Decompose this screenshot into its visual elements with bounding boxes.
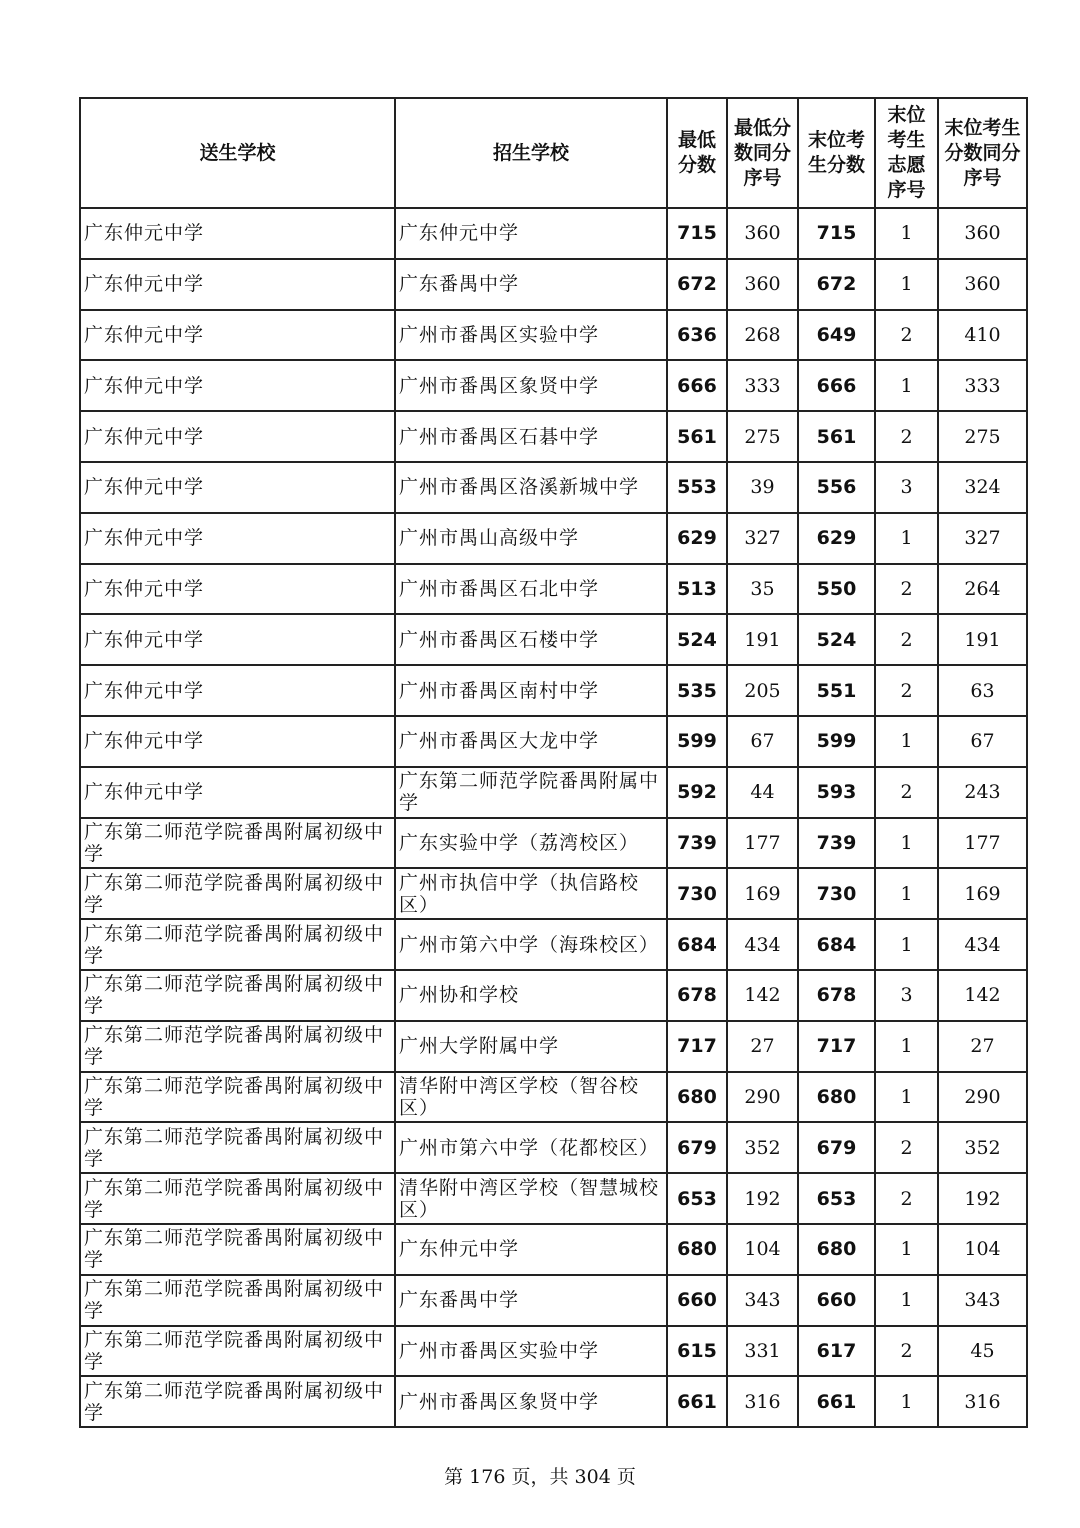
recv-school-cell: 广州市执信中学（执信路校区） (395, 868, 667, 919)
table-row (80, 818, 1027, 869)
last-wish-cell: 2 (875, 614, 938, 665)
last-rank-cell: 169 (938, 868, 1027, 919)
min-score-rank-cell: 275 (727, 411, 798, 462)
min-score-rank-cell: 352 (727, 1122, 798, 1173)
last-wish-cell: 1 (875, 818, 938, 869)
last-rank-cell: 434 (938, 919, 1027, 970)
table-header-row (80, 98, 1027, 208)
last-wish-cell: 1 (875, 259, 938, 310)
last-wish-cell: 1 (875, 208, 938, 259)
min-score-cell: 666 (667, 360, 727, 411)
recv-school-cell: 广东第二师范学院番禺附属中学 (395, 767, 667, 818)
min-score-cell: 717 (667, 1021, 727, 1072)
min-score-rank-cell: 268 (727, 310, 798, 361)
min-score-rank-cell: 316 (727, 1376, 798, 1427)
min-score-cell: 553 (667, 462, 727, 513)
recv-school-cell: 广州市番禺区石楼中学 (395, 614, 667, 665)
last-wish-cell: 1 (875, 360, 938, 411)
min-score-rank-cell: 169 (727, 868, 798, 919)
last-score-cell: 617 (798, 1326, 875, 1377)
table-row (80, 767, 1027, 818)
last-score-cell: 551 (798, 665, 875, 716)
table-row (80, 614, 1027, 665)
last-wish-cell: 1 (875, 1224, 938, 1275)
min-score-rank-cell: 333 (727, 360, 798, 411)
min-score-cell: 561 (667, 411, 727, 462)
last-rank-cell: 243 (938, 767, 1027, 818)
recv-school-cell: 广州市番禺区大龙中学 (395, 716, 667, 767)
last-wish-cell: 1 (875, 1275, 938, 1326)
table-row (80, 462, 1027, 513)
min-score-rank-cell: 331 (727, 1326, 798, 1377)
table-row (80, 665, 1027, 716)
last-rank-cell: 352 (938, 1122, 1027, 1173)
table-row (80, 1275, 1027, 1326)
min-score-rank-cell: 44 (727, 767, 798, 818)
min-score-rank-cell: 191 (727, 614, 798, 665)
last-rank-cell: 177 (938, 818, 1027, 869)
send-school-cell: 广东仲元中学 (80, 462, 395, 513)
recv-school-cell: 广东番禺中学 (395, 259, 667, 310)
last-rank-cell: 316 (938, 1376, 1027, 1427)
last-wish-cell: 3 (875, 462, 938, 513)
last-wish-cell: 1 (875, 1072, 938, 1123)
send-school-cell: 广东仲元中学 (80, 310, 395, 361)
last-rank-cell: 45 (938, 1326, 1027, 1377)
min-score-cell: 660 (667, 1275, 727, 1326)
table-row (80, 360, 1027, 411)
recv-school-cell: 广州市第六中学（花都校区） (395, 1122, 667, 1173)
page-number: 第 176 页，共 304 页 (444, 1466, 636, 1488)
min-score-cell: 615 (667, 1326, 727, 1377)
last-rank-cell: 142 (938, 970, 1027, 1021)
min-score-rank-cell: 142 (727, 970, 798, 1021)
send-school-cell: 广东仲元中学 (80, 513, 395, 564)
min-score-cell: 599 (667, 716, 727, 767)
table-row (80, 1122, 1027, 1173)
min-score-rank-cell: 434 (727, 919, 798, 970)
last-rank-cell: 360 (938, 259, 1027, 310)
send-school-cell: 广东第二师范学院番禺附属初级中学 (80, 1072, 395, 1123)
last-score-cell: 678 (798, 970, 875, 1021)
last-score-cell: 593 (798, 767, 875, 818)
send-school-cell: 广东仲元中学 (80, 665, 395, 716)
send-school-cell: 广东仲元中学 (80, 360, 395, 411)
send-school-cell: 广东第二师范学院番禺附属初级中学 (80, 919, 395, 970)
last-wish-cell: 2 (875, 665, 938, 716)
table-row (80, 564, 1027, 615)
min-score-rank-cell: 192 (727, 1173, 798, 1224)
send-school-cell: 广东第二师范学院番禺附属初级中学 (80, 1224, 395, 1275)
table-row (80, 411, 1027, 462)
last-rank-cell: 333 (938, 360, 1027, 411)
recv-school-cell: 广州市禺山高级中学 (395, 513, 667, 564)
table-row (80, 716, 1027, 767)
send-school-cell: 广东第二师范学院番禺附属初级中学 (80, 1376, 395, 1427)
last-rank-cell: 324 (938, 462, 1027, 513)
table-row (80, 1224, 1027, 1275)
table-row (80, 1072, 1027, 1123)
last-score-cell: 599 (798, 716, 875, 767)
table-row (80, 208, 1027, 259)
table-row (80, 513, 1027, 564)
recv-school-cell: 广东仲元中学 (395, 1224, 667, 1275)
last-score-cell: 629 (798, 513, 875, 564)
last-score-cell: 550 (798, 564, 875, 615)
header-last-score: 末位考 生分数 (798, 98, 875, 208)
last-score-cell: 717 (798, 1021, 875, 1072)
last-score-cell: 660 (798, 1275, 875, 1326)
send-school-cell: 广东第二师范学院番禺附属初级中学 (80, 1275, 395, 1326)
min-score-cell: 679 (667, 1122, 727, 1173)
recv-school-cell: 广州市第六中学（海珠校区） (395, 919, 667, 970)
header-send-school: 送生学校 (80, 98, 395, 208)
min-score-cell: 730 (667, 868, 727, 919)
recv-school-cell: 广州市番禺区实验中学 (395, 1326, 667, 1377)
header-last-rank: 末位考生 分数同分 序号 (938, 98, 1027, 208)
last-rank-cell: 290 (938, 1072, 1027, 1123)
recv-school-cell: 广州市番禺区石碁中学 (395, 411, 667, 462)
table-row (80, 310, 1027, 361)
recv-school-cell: 广州市番禺区石北中学 (395, 564, 667, 615)
header-min-score: 最低 分数 (667, 98, 727, 208)
recv-school-cell: 广东实验中学（荔湾校区） (395, 818, 667, 869)
last-rank-cell: 104 (938, 1224, 1027, 1275)
min-score-cell: 678 (667, 970, 727, 1021)
min-score-cell: 680 (667, 1224, 727, 1275)
min-score-cell: 680 (667, 1072, 727, 1123)
recv-school-cell: 清华附中湾区学校（智慧城校区） (395, 1173, 667, 1224)
last-wish-cell: 2 (875, 564, 938, 615)
min-score-rank-cell: 177 (727, 818, 798, 869)
table-row (80, 1376, 1027, 1427)
table-row (80, 1173, 1027, 1224)
last-score-cell: 556 (798, 462, 875, 513)
last-wish-cell: 1 (875, 919, 938, 970)
min-score-cell: 629 (667, 513, 727, 564)
last-rank-cell: 327 (938, 513, 1027, 564)
send-school-cell: 广东第二师范学院番禺附属初级中学 (80, 868, 395, 919)
last-rank-cell: 275 (938, 411, 1027, 462)
last-wish-cell: 2 (875, 1326, 938, 1377)
table-row (80, 259, 1027, 310)
min-score-rank-cell: 67 (727, 716, 798, 767)
send-school-cell: 广东第二师范学院番禺附属初级中学 (80, 970, 395, 1021)
last-score-cell: 684 (798, 919, 875, 970)
header-min-score-rank: 最低分 数同分 序号 (727, 98, 798, 208)
last-wish-cell: 1 (875, 868, 938, 919)
min-score-rank-cell: 39 (727, 462, 798, 513)
recv-school-cell: 广东番禺中学 (395, 1275, 667, 1326)
last-wish-cell: 1 (875, 513, 938, 564)
recv-school-cell: 广州大学附属中学 (395, 1021, 667, 1072)
last-score-cell: 739 (798, 818, 875, 869)
last-wish-cell: 2 (875, 1122, 938, 1173)
recv-school-cell: 广州协和学校 (395, 970, 667, 1021)
last-wish-cell: 1 (875, 1021, 938, 1072)
last-score-cell: 653 (798, 1173, 875, 1224)
header-last-wish: 末位 考生 志愿 序号 (875, 98, 938, 208)
send-school-cell: 广东第二师范学院番禺附属初级中学 (80, 1021, 395, 1072)
last-rank-cell: 360 (938, 208, 1027, 259)
admission-score-table (79, 97, 1028, 1428)
min-score-rank-cell: 205 (727, 665, 798, 716)
last-rank-cell: 67 (938, 716, 1027, 767)
send-school-cell: 广东第二师范学院番禺附属初级中学 (80, 818, 395, 869)
table-row (80, 970, 1027, 1021)
table-row (80, 919, 1027, 970)
last-wish-cell: 2 (875, 310, 938, 361)
last-score-cell: 730 (798, 868, 875, 919)
last-wish-cell: 1 (875, 716, 938, 767)
send-school-cell: 广东仲元中学 (80, 614, 395, 665)
last-wish-cell: 2 (875, 411, 938, 462)
send-school-cell: 广东仲元中学 (80, 411, 395, 462)
min-score-cell: 661 (667, 1376, 727, 1427)
last-rank-cell: 343 (938, 1275, 1027, 1326)
min-score-rank-cell: 360 (727, 259, 798, 310)
recv-school-cell: 清华附中湾区学校（智谷校区） (395, 1072, 667, 1123)
send-school-cell: 广东仲元中学 (80, 564, 395, 615)
send-school-cell: 广东仲元中学 (80, 259, 395, 310)
header-recv-school: 招生学校 (395, 98, 667, 208)
min-score-rank-cell: 343 (727, 1275, 798, 1326)
last-score-cell: 666 (798, 360, 875, 411)
recv-school-cell: 广州市番禺区实验中学 (395, 310, 667, 361)
min-score-rank-cell: 327 (727, 513, 798, 564)
send-school-cell: 广东仲元中学 (80, 767, 395, 818)
table-body (80, 208, 1027, 1427)
min-score-cell: 672 (667, 259, 727, 310)
last-score-cell: 679 (798, 1122, 875, 1173)
last-wish-cell: 2 (875, 1173, 938, 1224)
send-school-cell: 广东第二师范学院番禺附属初级中学 (80, 1122, 395, 1173)
last-rank-cell: 63 (938, 665, 1027, 716)
last-wish-cell: 2 (875, 767, 938, 818)
last-wish-cell: 3 (875, 970, 938, 1021)
last-rank-cell: 191 (938, 614, 1027, 665)
last-score-cell: 561 (798, 411, 875, 462)
last-rank-cell: 27 (938, 1021, 1027, 1072)
min-score-cell: 524 (667, 614, 727, 665)
min-score-rank-cell: 27 (727, 1021, 798, 1072)
last-score-cell: 680 (798, 1224, 875, 1275)
last-score-cell: 649 (798, 310, 875, 361)
min-score-cell: 592 (667, 767, 727, 818)
last-rank-cell: 410 (938, 310, 1027, 361)
table-row (80, 1326, 1027, 1377)
min-score-cell: 653 (667, 1173, 727, 1224)
last-score-cell: 715 (798, 208, 875, 259)
min-score-rank-cell: 104 (727, 1224, 798, 1275)
last-rank-cell: 264 (938, 564, 1027, 615)
recv-school-cell: 广州市番禺区象贤中学 (395, 360, 667, 411)
last-score-cell: 661 (798, 1376, 875, 1427)
min-score-rank-cell: 35 (727, 564, 798, 615)
min-score-rank-cell: 290 (727, 1072, 798, 1123)
send-school-cell: 广东仲元中学 (80, 716, 395, 767)
min-score-rank-cell: 360 (727, 208, 798, 259)
recv-school-cell: 广州市番禺区南村中学 (395, 665, 667, 716)
send-school-cell: 广东第二师范学院番禺附属初级中学 (80, 1326, 395, 1377)
min-score-cell: 636 (667, 310, 727, 361)
table-row (80, 868, 1027, 919)
last-score-cell: 672 (798, 259, 875, 310)
send-school-cell: 广东仲元中学 (80, 208, 395, 259)
last-score-cell: 680 (798, 1072, 875, 1123)
min-score-cell: 684 (667, 919, 727, 970)
min-score-cell: 535 (667, 665, 727, 716)
recv-school-cell: 广州市番禺区象贤中学 (395, 1376, 667, 1427)
min-score-cell: 715 (667, 208, 727, 259)
recv-school-cell: 广东仲元中学 (395, 208, 667, 259)
last-wish-cell: 1 (875, 1376, 938, 1427)
recv-school-cell: 广州市番禺区洛溪新城中学 (395, 462, 667, 513)
min-score-cell: 513 (667, 564, 727, 615)
min-score-cell: 739 (667, 818, 727, 869)
send-school-cell: 广东第二师范学院番禺附属初级中学 (80, 1173, 395, 1224)
last-rank-cell: 192 (938, 1173, 1027, 1224)
table-row (80, 1021, 1027, 1072)
last-score-cell: 524 (798, 614, 875, 665)
